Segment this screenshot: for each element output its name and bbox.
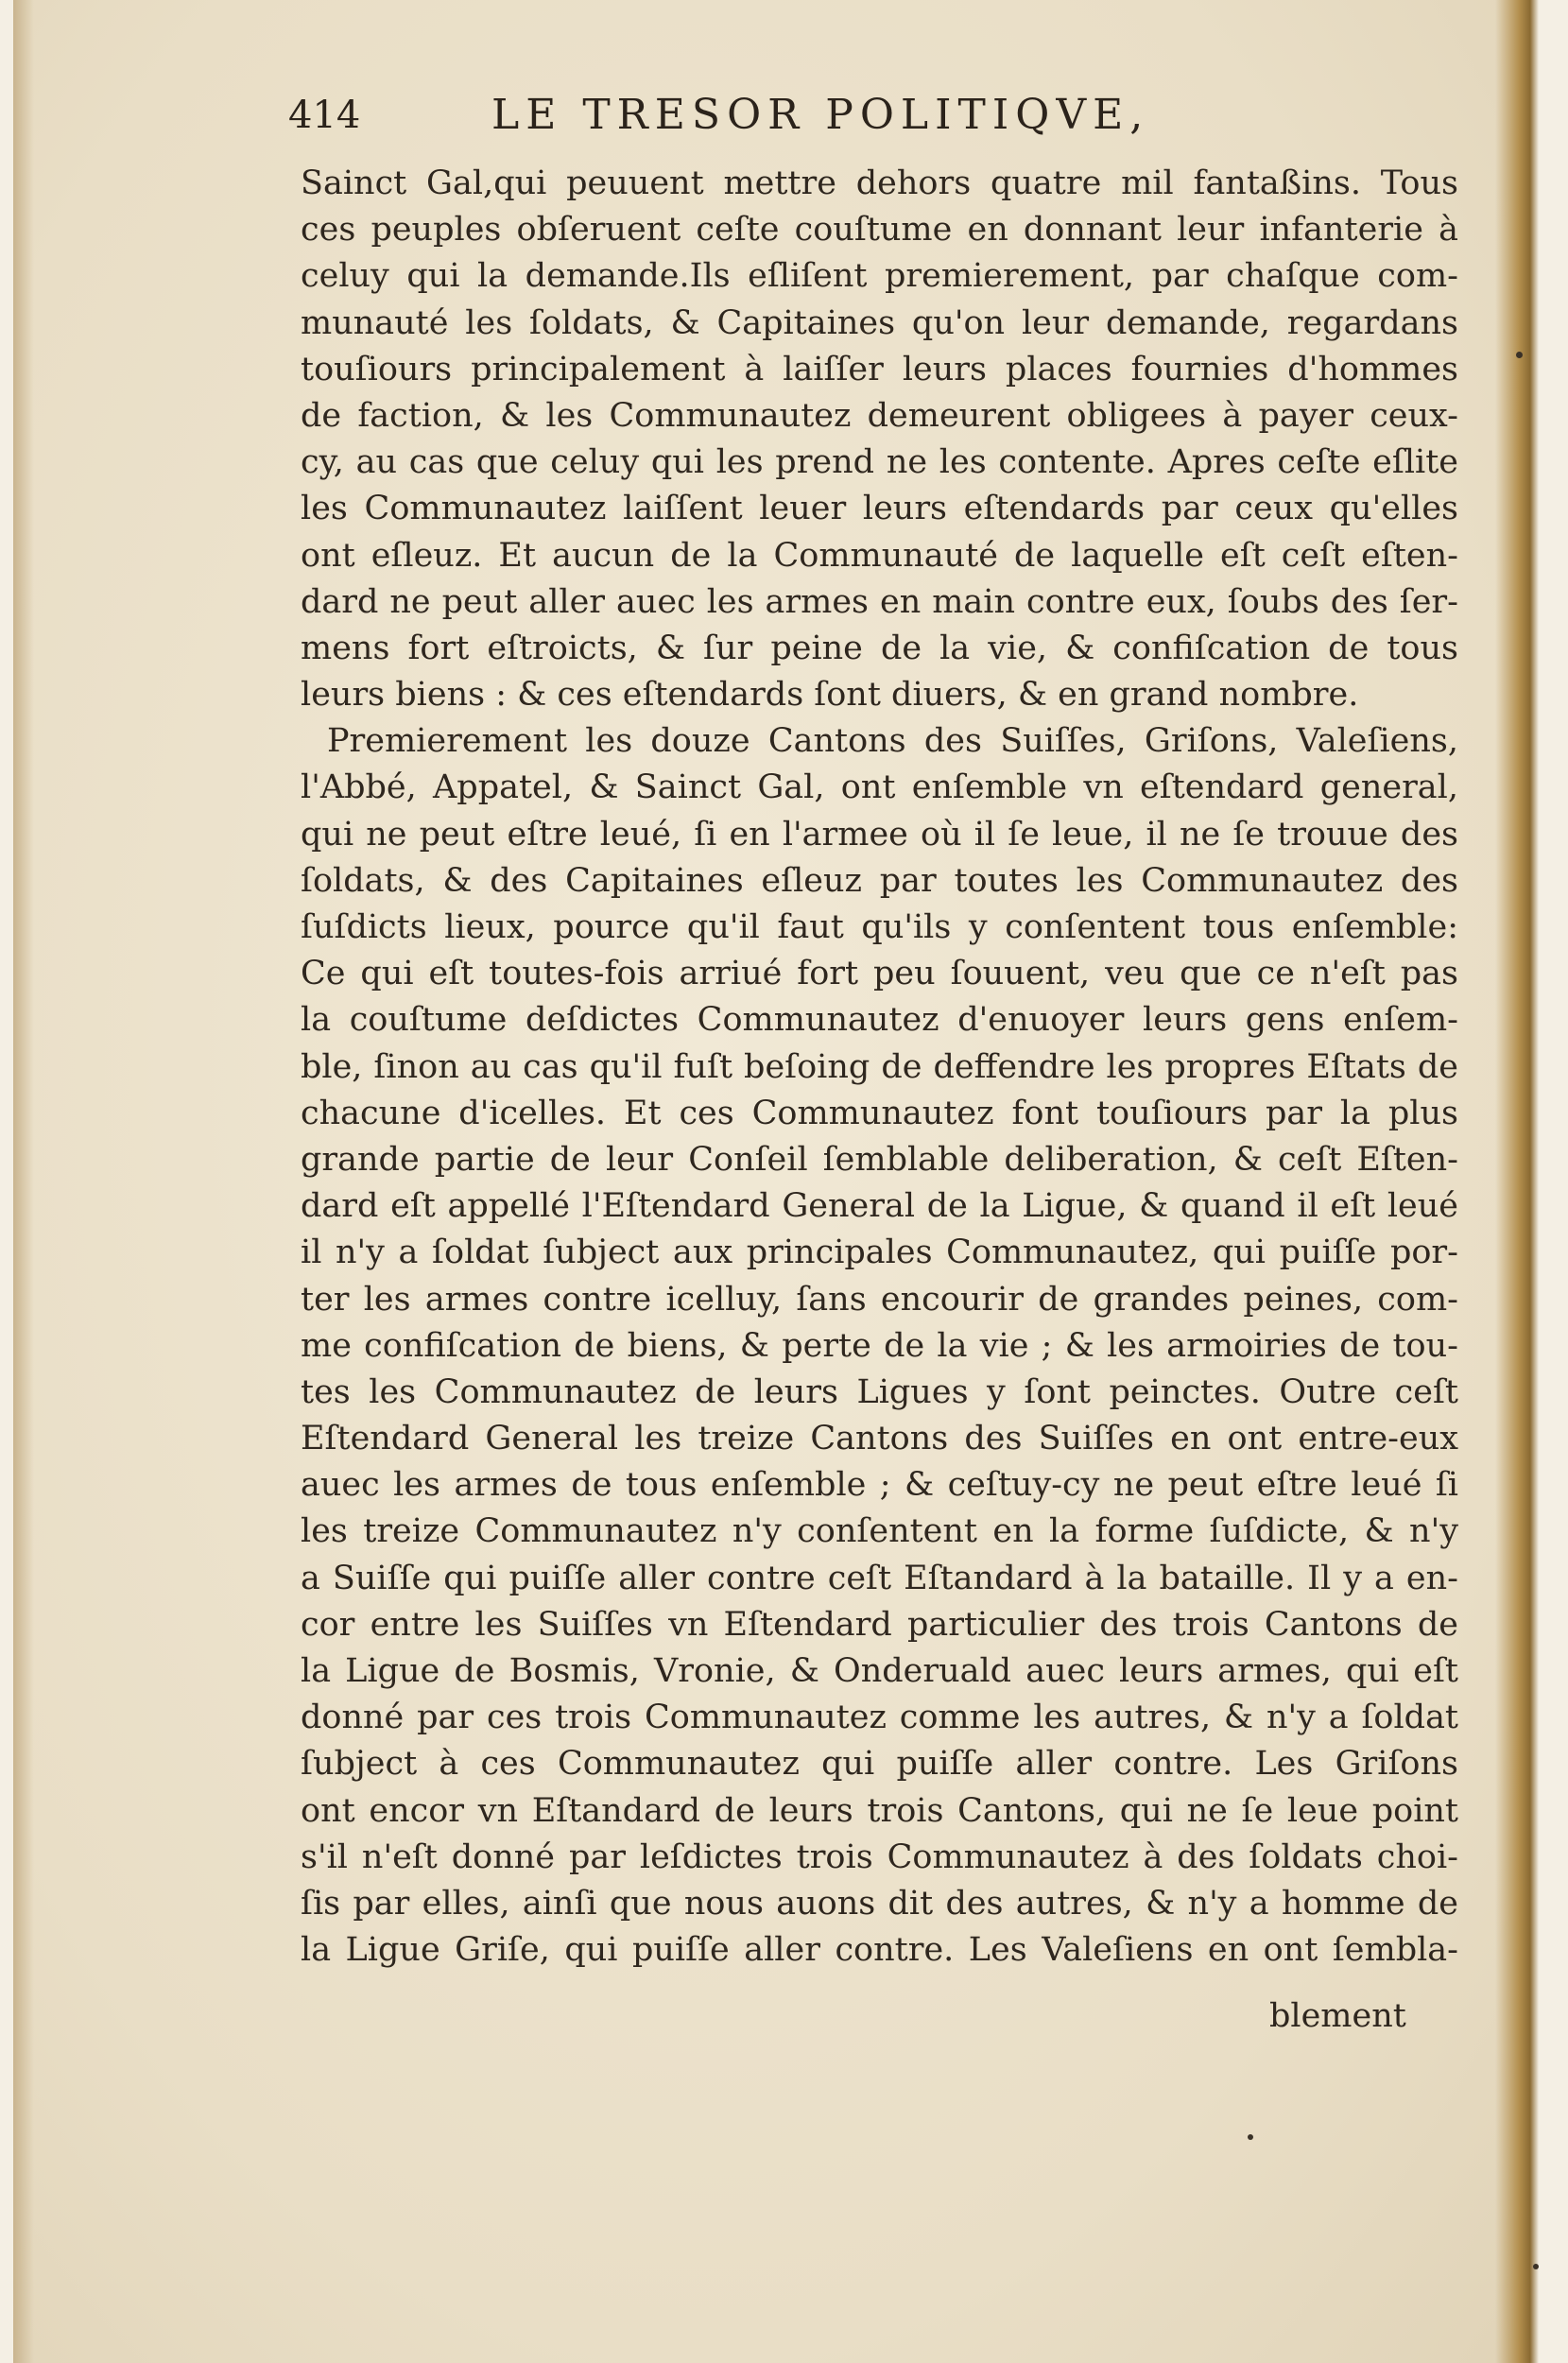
- text-line: munauté les ſoldats, & Capitaines qu'on leur demande, regardans: [301, 303, 1458, 342]
- text-line: ble, ſinon au cas qu'il fuſt beſoing de deffendre les propres Eſtats de: [301, 1047, 1458, 1086]
- running-title: LE TRESOR POLITIQVE,: [491, 91, 1150, 139]
- text-line: ont encor vn Eſtandard de leurs trois Cantons, qui ne ſe leue point: [301, 1791, 1458, 1830]
- text-line: dard ne peut aller auec les armes en main contre eux, ſoubs des ſer-: [301, 582, 1458, 621]
- ink-speck: [1533, 2264, 1539, 2269]
- text-line: Sainct Gal,qui peuuent mettre dehors quatre mil fantaßins. Tous: [301, 164, 1458, 202]
- text-line: cy, au cas que celuy qui les prend ne les contente. Apres ceſte eſlite: [301, 443, 1458, 482]
- text-line: Eſtendard General les treize Cantons des Suiſſes en ont entre-eux: [301, 1420, 1458, 1458]
- text-line: me confiſcation de biens, & perte de la vie ; & les armoiries de tou-: [301, 1326, 1458, 1365]
- text-line: auec les armes de tous enſemble ; & ceſtuy-cy ne peut eſtre leué ſi: [301, 1466, 1458, 1505]
- text-line: qui ne peut eſtre leué, ſi en l'armee où il ſe leue, il ne ſe trouue des: [301, 815, 1458, 854]
- text-line: touſiours principalement à laiſſer leurs places fournies d'hommes: [301, 350, 1458, 388]
- body-text: [301, 161, 1458, 1974]
- text-line: la couſtume deſdictes Communautez d'enuoyer leurs gens enſem-: [301, 1001, 1458, 1040]
- text-line: dard eſt appellé l'Eſtendard General de la Ligue, & quand il eſt leué: [301, 1187, 1458, 1226]
- text-line: chacune d'icelles. Et ces Communautez font touſiours par la plus: [301, 1094, 1458, 1132]
- catchword: blement: [1269, 1997, 1406, 2035]
- text-line: tes les Communautez de leurs Ligues y ſont peinctes. Outre ceſt: [301, 1372, 1458, 1411]
- gutter-shadow: [13, 0, 34, 2363]
- text-line: a Suiſſe qui puiſſe aller contre ceſt Eſtandard à la bataille. Il y a en-: [301, 1559, 1458, 1597]
- text-line: Ce qui eſt toutes-fois arriué fort peu ſouuent, veu que ce n'eſt pas: [301, 955, 1458, 993]
- text-line: grande partie de leur Conſeil ſemblable deliberation, & ceſt Eſten-: [301, 1140, 1458, 1179]
- text-line: s'il n'eſt donné par leſdictes trois Communautez à des ſoldats choi-: [301, 1837, 1458, 1876]
- text-line: ſubject à ces Communautez qui puiſſe aller contre. Les Griſons: [301, 1745, 1458, 1784]
- ink-speck: [1248, 2134, 1253, 2140]
- text-line: la Ligue de Bosmis, Vronie, & Onderuald auec leurs armes, qui eſt: [301, 1652, 1458, 1690]
- text-line: mens fort eſtroicts, & ſur peine de la vie, & confiſcation de tous: [301, 629, 1458, 667]
- text-line: de faction, & les Communautez demeurent obligees à payer ceux-: [301, 396, 1458, 435]
- text-line: cor entre les Suiſſes vn Eſtendard particulier des trois Cantons de: [301, 1605, 1458, 1644]
- text-line: ont eſleuz. Et aucun de la Communauté de laquelle eſt ceſt eſten-: [301, 536, 1458, 575]
- text-line: ces peuples obſeruent ceſte couſtume en donnant leur infanterie à: [301, 211, 1458, 250]
- text-line: ſis par elles, ainſi que nous auons dit des autres, & n'y a homme de: [301, 1884, 1458, 1923]
- text-line: les Communautez laiſſent leuer leurs eſtendards par ceux qu'elles: [301, 490, 1458, 528]
- text-line: donné par ces trois Communautez comme les autres, & n'y a ſoldat: [301, 1699, 1458, 1737]
- running-head: [288, 87, 1318, 153]
- text-line: celuy qui la demande.Ils eſliſent premierement, par chaſque com-: [301, 257, 1458, 296]
- text-line: ſoldats, & des Capitaines eſleuz par toutes les Communautez des: [301, 861, 1458, 900]
- text-line: l'Abbé, Appatel, & Sainct Gal, ont enſemble vn eſtendard general,: [301, 768, 1458, 807]
- text-line: il n'y a ſoldat ſubject aux principales Communautez, qui puiſſe por-: [301, 1233, 1458, 1272]
- text-line: ſuſdicts lieux, pource qu'il faut qu'ils y conſentent tous enſemble:: [301, 908, 1458, 946]
- ink-speck: [1516, 352, 1523, 358]
- text-line: Premierement les douze Cantons des Suiſſes, Griſons, Valeſiens,: [327, 722, 1458, 761]
- page-number: 414: [288, 94, 361, 137]
- text-line: leurs biens : & ces eſtendards ſont diuers, & en grand nombre.: [301, 676, 1359, 715]
- text-line: ter les armes contre icelluy, ſans encourir de grandes peines, com-: [301, 1280, 1458, 1319]
- text-line: la Ligue Griſe, qui puiſſe aller contre. Les Valeſiens en ont ſembla-: [301, 1931, 1458, 1970]
- text-line: les treize Communautez n'y conſentent en la forme ſuſdicte, & n'y: [301, 1512, 1458, 1551]
